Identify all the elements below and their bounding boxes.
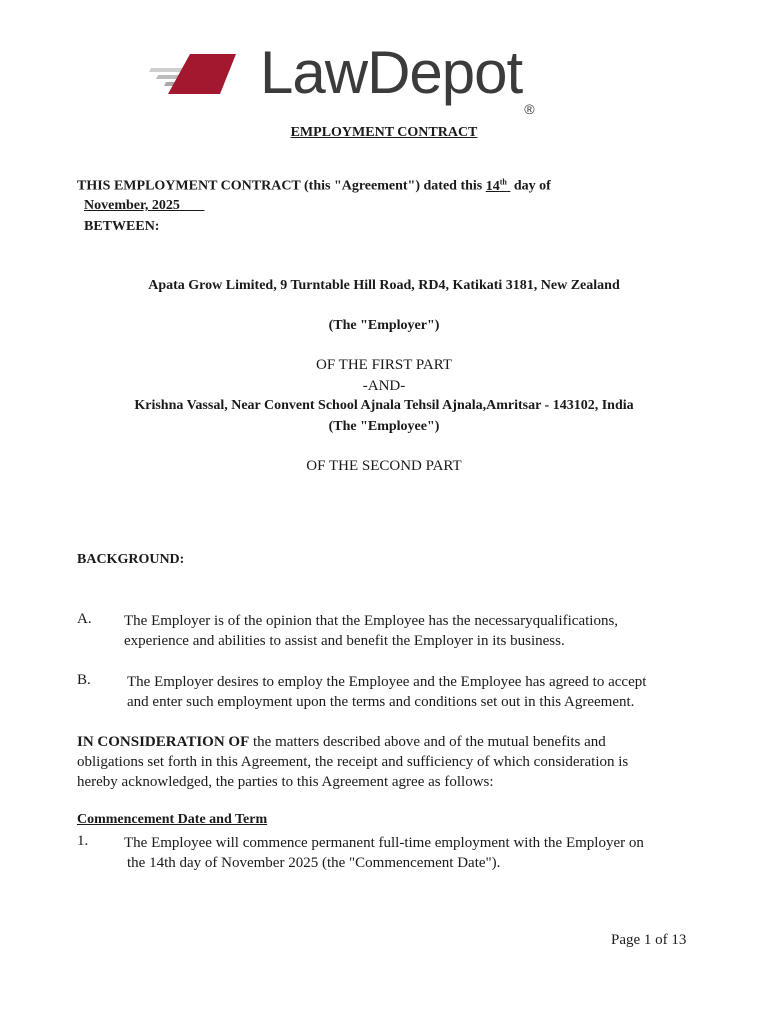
commencement-heading: Commencement Date and Term xyxy=(77,812,268,827)
first-part-label: OF THE FIRST PART xyxy=(316,357,452,373)
intro-line xyxy=(77,177,551,195)
background-item-label: B. xyxy=(77,672,91,688)
employee-details: Krishna Vassal, Near Convent School Ajnala Tehsil Ajnala,Amritsar - 143102, India xyxy=(134,398,634,413)
intro-day-suffix: th xyxy=(499,177,507,186)
intro-lead: THIS EMPLOYMENT CONTRACT (this "Agreement") dated this xyxy=(77,178,486,194)
clause-number: 1. xyxy=(77,833,89,849)
logo-brand-text: LawDepot xyxy=(260,39,523,106)
second-part-label: OF THE SECOND PART xyxy=(306,458,462,474)
intro-tail: day of xyxy=(510,178,551,194)
employer-details: Apata Grow Limited, 9 Turntable Hill Road, RD4, Katikati 3181, New Zealand xyxy=(148,278,620,293)
employer-role: (The "Employer") xyxy=(328,318,440,333)
intro-date: November, 2025 xyxy=(84,198,180,213)
logo-wordmark xyxy=(260,38,534,117)
between-label: BETWEEN: xyxy=(84,219,160,234)
employee-role: (The "Employee") xyxy=(328,419,440,434)
registered-mark: ® xyxy=(524,101,534,117)
background-item-a: The Employer is of the opinion that the Employee has the necessaryqualifications, experience and abilities to assist and benefit the Employer in its business. xyxy=(124,613,619,649)
logo-mark-icon xyxy=(148,42,268,112)
page-number: Page 1 of 13 xyxy=(611,932,687,948)
background-item-b: The Employer desires to employ the Employee and the Employee has agreed to accept and enter such employment upon the terms and conditions set out in this Agreement. xyxy=(127,674,647,710)
intro-day-number: 14 xyxy=(485,178,500,194)
document-title: EMPLOYMENT CONTRACT xyxy=(290,125,478,140)
background-heading: BACKGROUND: xyxy=(77,552,185,567)
background-item-label: A. xyxy=(77,611,92,627)
and-separator: -AND- xyxy=(362,378,406,394)
commencement-clause: The Employee will commence permanent full-time employment with the Employer on the 14th day of November 2025 (the "Commencement Date"). xyxy=(124,835,644,871)
consideration-paragraph: IN CONSIDERATION OF the matters described above and of the mutual benefits and obligations set forth in this Agreement, the receipt and sufficiency of which consideration is hereby acknowledged, the parties to this Agreement agree as follows: xyxy=(77,734,629,790)
